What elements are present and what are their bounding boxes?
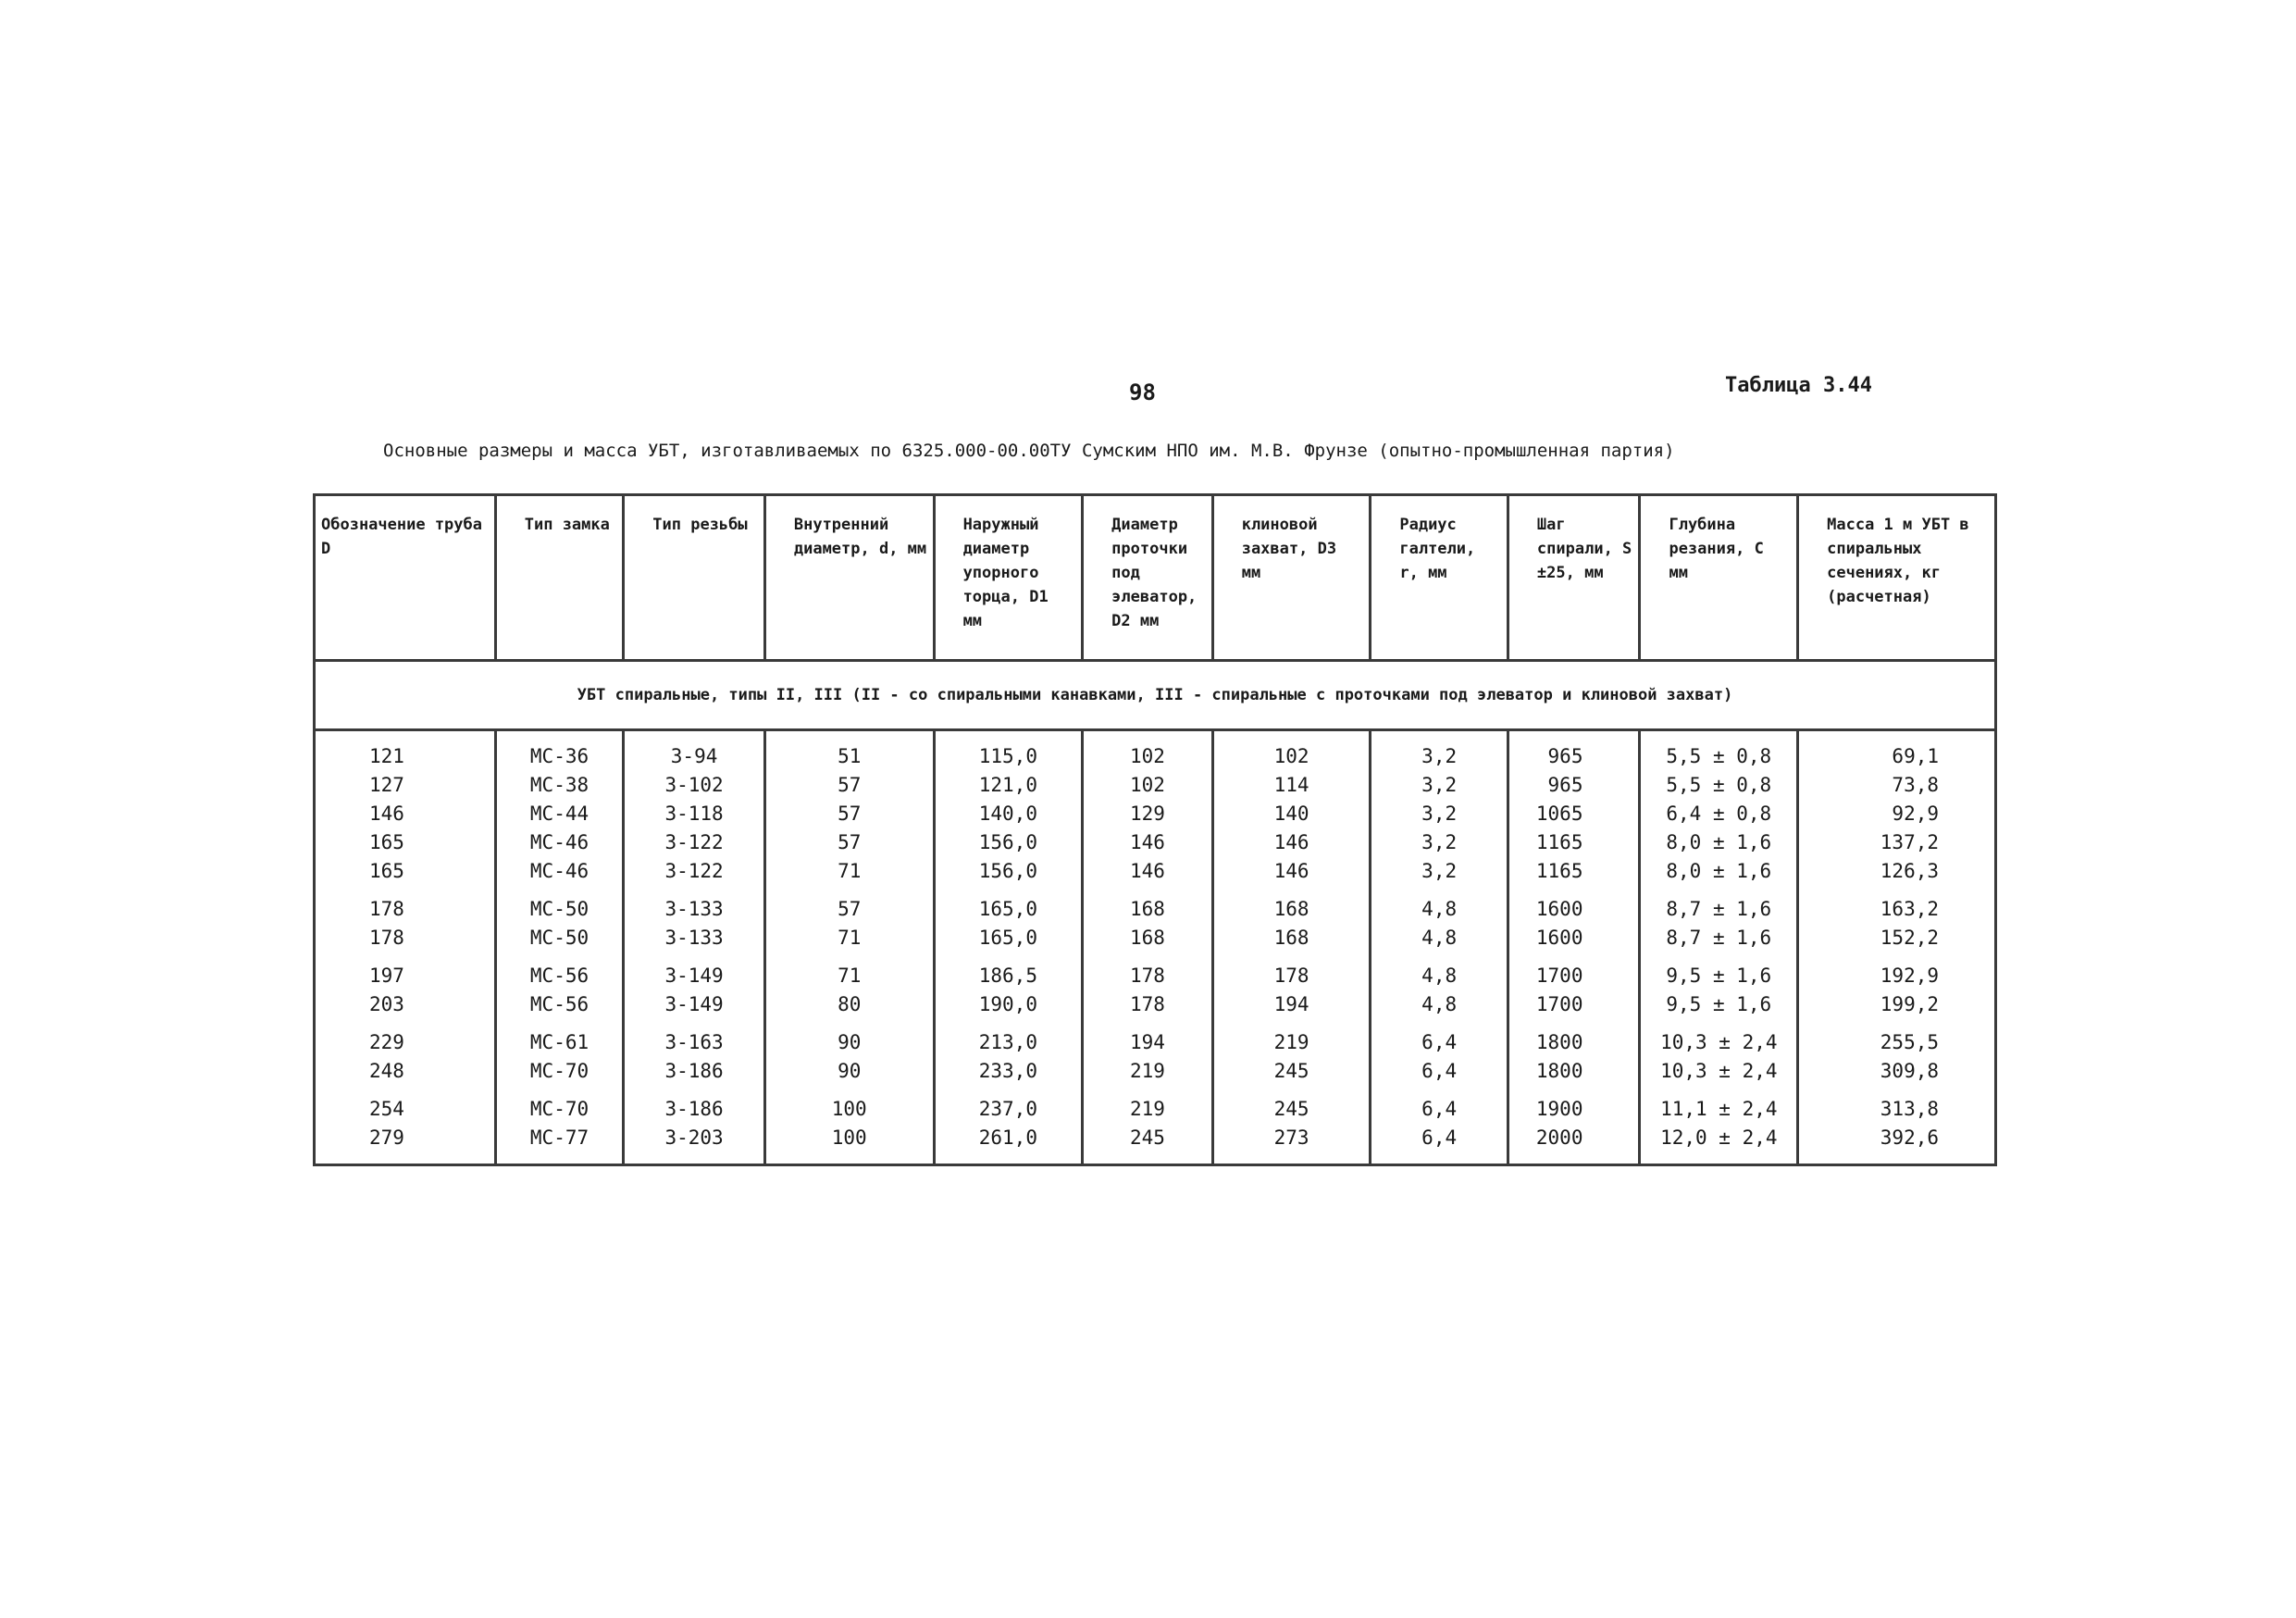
table-cell: 152,2 (1880, 927, 1939, 949)
table-cell: 9,5 ± 1,6 (1666, 993, 1772, 1015)
table-cell: 102 (1129, 745, 1165, 767)
table-cell: 313,8 (1880, 1098, 1939, 1120)
col-wedge-grip (1212, 730, 1371, 1165)
table-cell: 3-133 (664, 898, 724, 920)
table-cell: МС-56 (529, 993, 590, 1015)
table-cell: 51 (838, 745, 862, 767)
header-cut-depth: Глубина резания, C мм (1640, 495, 1798, 661)
table-label: Таблица 3.44 (1725, 374, 1872, 397)
table-cell: 3,2 (1421, 803, 1458, 825)
table-cell: 213,0 (978, 1031, 1037, 1053)
table-cell: 261,0 (978, 1126, 1037, 1149)
table-cell: МС-50 (529, 927, 590, 949)
table-cell: 146 (1273, 831, 1309, 853)
table-cell: 6,4 (1421, 1126, 1458, 1149)
table-cell: 6,4 (1421, 1031, 1458, 1053)
header-pipe-designation: Обозначение труба D (315, 495, 496, 661)
page-number: 98 (1129, 380, 1156, 405)
table-cell: 219 (1129, 1098, 1165, 1120)
table-cell: 178 (1129, 993, 1165, 1015)
table-cell: 129 (1129, 803, 1165, 825)
table-cell: 71 (838, 860, 862, 882)
table-cell: 90 (838, 1060, 862, 1082)
table-cell: 100 (831, 1126, 867, 1149)
table-cell: 156,0 (978, 831, 1037, 853)
table-cell: 245 (1273, 1098, 1309, 1120)
table-cell: 137,2 (1880, 831, 1939, 853)
table-cell: 4,8 (1421, 993, 1458, 1015)
header-elevator-groove: Диаметр проточки под элеватор, D2 мм (1083, 495, 1213, 661)
table-cell: 255,5 (1880, 1031, 1939, 1053)
table-cell: 203 (369, 993, 404, 1015)
table-cell: 100 (831, 1098, 867, 1120)
section-title: УБТ спиральные, типы II, III (II - со спиральными канавками, III - спиральные с проточками под элеватор и клиновой захват) (315, 661, 1996, 730)
table-cell: 4,8 (1421, 898, 1458, 920)
table-cell: 190,0 (978, 993, 1037, 1015)
table-cell: 80 (838, 993, 862, 1015)
col-spiral-pitch (1508, 730, 1640, 1165)
table-cell: 233,0 (978, 1060, 1037, 1082)
table-cell: МС-50 (529, 898, 590, 920)
table-cell: МС-46 (529, 860, 590, 882)
table-cell: 3-102 (664, 774, 724, 796)
table-cell: 127 (369, 774, 404, 796)
table-cell: 199,2 (1880, 993, 1939, 1015)
header-spiral-pitch: Шаг спирали, S ±25, мм (1508, 495, 1640, 661)
header-outer-diameter: Наружный диаметр упорного торца, D1 мм (934, 495, 1083, 661)
table-cell: 1165 (1535, 860, 1583, 882)
table-cell: МС-56 (529, 965, 590, 987)
table-cell: 90 (838, 1031, 862, 1053)
table-cell: 121 (369, 745, 404, 767)
header-lock-type: Тип замка (495, 495, 624, 661)
table-cell: 965 (1547, 774, 1583, 796)
table-cell: 163,2 (1880, 898, 1939, 920)
table-cell: 178 (1129, 965, 1165, 987)
data-row (315, 730, 1996, 1165)
table-cell: МС-44 (529, 803, 590, 825)
table-cell: 3-122 (664, 831, 724, 853)
header-inner-diameter: Внутренний диаметр, d, мм (764, 495, 934, 661)
table-cell: 1800 (1535, 1060, 1583, 1082)
table-cell: 69,1 (1892, 745, 1939, 767)
table-cell: 6,4 (1421, 1060, 1458, 1082)
table-cell: 11,1 ± 2,4 (1660, 1098, 1778, 1120)
table-cell: 178 (1273, 965, 1309, 987)
table-cell: 1600 (1535, 898, 1583, 920)
table-cell: 8,0 ± 1,6 (1666, 860, 1772, 882)
table-cell: 309,8 (1880, 1060, 1939, 1082)
col-pipe-designation (315, 730, 496, 1165)
table-cell: 3-122 (664, 860, 724, 882)
table-cell: 245 (1273, 1060, 1309, 1082)
table-cell: 156,0 (978, 860, 1037, 882)
table-cell: 57 (838, 803, 862, 825)
table-cell: МС-70 (529, 1098, 590, 1120)
table-cell: 8,7 ± 1,6 (1666, 898, 1772, 920)
table-cell: 12,0 ± 2,4 (1660, 1126, 1778, 1149)
table-cell: 3-94 (670, 745, 718, 767)
col-fillet-radius (1371, 730, 1508, 1165)
table-cell: 71 (838, 965, 862, 987)
col-elevator-groove (1083, 730, 1213, 1165)
table-cell: 4,8 (1421, 965, 1458, 987)
table-cell: 197 (369, 965, 404, 987)
table-cell: МС-61 (529, 1031, 590, 1053)
table-cell: 3,2 (1421, 745, 1458, 767)
table-cell: 192,9 (1880, 965, 1939, 987)
table-cell: МС-77 (529, 1126, 590, 1149)
header-wedge-grip: клиновой захват, D3 мм (1212, 495, 1371, 661)
table-cell: 1900 (1535, 1098, 1583, 1120)
table-cell: 140 (1273, 803, 1309, 825)
table-cell: 168 (1129, 898, 1165, 920)
table-cell: 178 (369, 927, 404, 949)
table-cell: 165 (369, 860, 404, 882)
table-cell: 73,8 (1892, 774, 1939, 796)
header-mass: Масса 1 м УБТ в спиральных сечениях, кг (расчетная) (1798, 495, 1996, 661)
table-cell: 1065 (1535, 803, 1583, 825)
table-cell: 168 (1129, 927, 1165, 949)
table-cell: 3,2 (1421, 774, 1458, 796)
table-cell: 254 (369, 1098, 404, 1120)
table-cell: 279 (369, 1126, 404, 1149)
table-cell: 178 (369, 898, 404, 920)
table-cell: 146 (1129, 860, 1165, 882)
table-cell: 71 (838, 927, 862, 949)
col-inner-diameter (764, 730, 934, 1165)
table-cell: 165 (369, 831, 404, 853)
table-cell: 3,2 (1421, 831, 1458, 853)
table-cell: 8,7 ± 1,6 (1666, 927, 1772, 949)
table-cell: 102 (1273, 745, 1309, 767)
table-cell: 5,5 ± 0,8 (1666, 745, 1772, 767)
table-cell: 392,6 (1880, 1126, 1939, 1149)
table-cell: МС-70 (529, 1060, 590, 1082)
table-cell: 146 (369, 803, 404, 825)
table-cell: 186,5 (978, 965, 1037, 987)
col-lock-type (495, 730, 624, 1165)
table-cell: 248 (369, 1060, 404, 1082)
table-cell: 165,0 (978, 927, 1037, 949)
header-fillet-radius: Радиус галтели, r, мм (1371, 495, 1508, 661)
table-cell: 2000 (1535, 1126, 1583, 1149)
table-cell: 3,2 (1421, 860, 1458, 882)
col-mass (1798, 730, 1996, 1165)
table-cell: 245 (1129, 1126, 1165, 1149)
table-cell: 219 (1129, 1060, 1165, 1082)
table-cell: 168 (1273, 927, 1309, 949)
table-cell: МС-36 (529, 745, 590, 767)
table-cell: 146 (1273, 860, 1309, 882)
table-cell: 165,0 (978, 898, 1037, 920)
col-cut-depth (1640, 730, 1798, 1165)
table-cell: 126,3 (1880, 860, 1939, 882)
table-cell: 1600 (1535, 927, 1583, 949)
table-cell: 3-163 (664, 1031, 724, 1053)
table-cell: 92,9 (1892, 803, 1939, 825)
table-cell: 1165 (1535, 831, 1583, 853)
col-outer-diameter (934, 730, 1083, 1165)
table-cell: 8,0 ± 1,6 (1666, 831, 1772, 853)
table-cell: 168 (1273, 898, 1309, 920)
table-cell: 1700 (1535, 993, 1583, 1015)
table-cell: 194 (1129, 1031, 1165, 1053)
table-cell: 1700 (1535, 965, 1583, 987)
table-cell: 965 (1547, 745, 1583, 767)
section-row (315, 661, 1996, 730)
table-cell: МС-38 (529, 774, 590, 796)
table-cell: 9,5 ± 1,6 (1666, 965, 1772, 987)
table-cell: 194 (1273, 993, 1309, 1015)
col-thread-type (624, 730, 765, 1165)
table-caption: Основные размеры и масса УБТ, изготавливаемых по 6325.000-00.00ТУ Сумским НПО им. М.В. Фрунзе (опытно-промышленная партия) (383, 441, 1675, 461)
table-cell: 6,4 ± 0,8 (1666, 803, 1772, 825)
table-cell: 140,0 (978, 803, 1037, 825)
table-cell: 4,8 (1421, 927, 1458, 949)
header-thread-type: Тип резьбы (624, 495, 765, 661)
table-cell: 115,0 (978, 745, 1037, 767)
table-cell: 3-186 (664, 1060, 724, 1082)
table-cell: 5,5 ± 0,8 (1666, 774, 1772, 796)
table-cell: 10,3 ± 2,4 (1660, 1031, 1778, 1053)
table-cell: 57 (838, 898, 862, 920)
table-cell: 237,0 (978, 1098, 1037, 1120)
table-cell: 219 (1273, 1031, 1309, 1053)
table-cell: 114 (1273, 774, 1309, 796)
table-cell: 229 (369, 1031, 404, 1053)
table-cell: 102 (1129, 774, 1165, 796)
table-cell: 57 (838, 831, 862, 853)
table-cell: 273 (1273, 1126, 1309, 1149)
table-cell: 10,3 ± 2,4 (1660, 1060, 1778, 1082)
table-cell: 3-149 (664, 993, 724, 1015)
table-cell: 3-186 (664, 1098, 724, 1120)
table-cell: 3-149 (664, 965, 724, 987)
table-cell: 1800 (1535, 1031, 1583, 1053)
table-cell: 6,4 (1421, 1098, 1458, 1120)
table-cell: 121,0 (978, 774, 1037, 796)
dimensions-table (313, 493, 1997, 1166)
table-cell: 57 (838, 774, 862, 796)
table-cell: 3-203 (664, 1126, 724, 1149)
header-row (315, 495, 1996, 661)
table-cell: 3-118 (664, 803, 724, 825)
table-cell: 146 (1129, 831, 1165, 853)
table-cell: 3-133 (664, 927, 724, 949)
table-cell: МС-46 (529, 831, 590, 853)
